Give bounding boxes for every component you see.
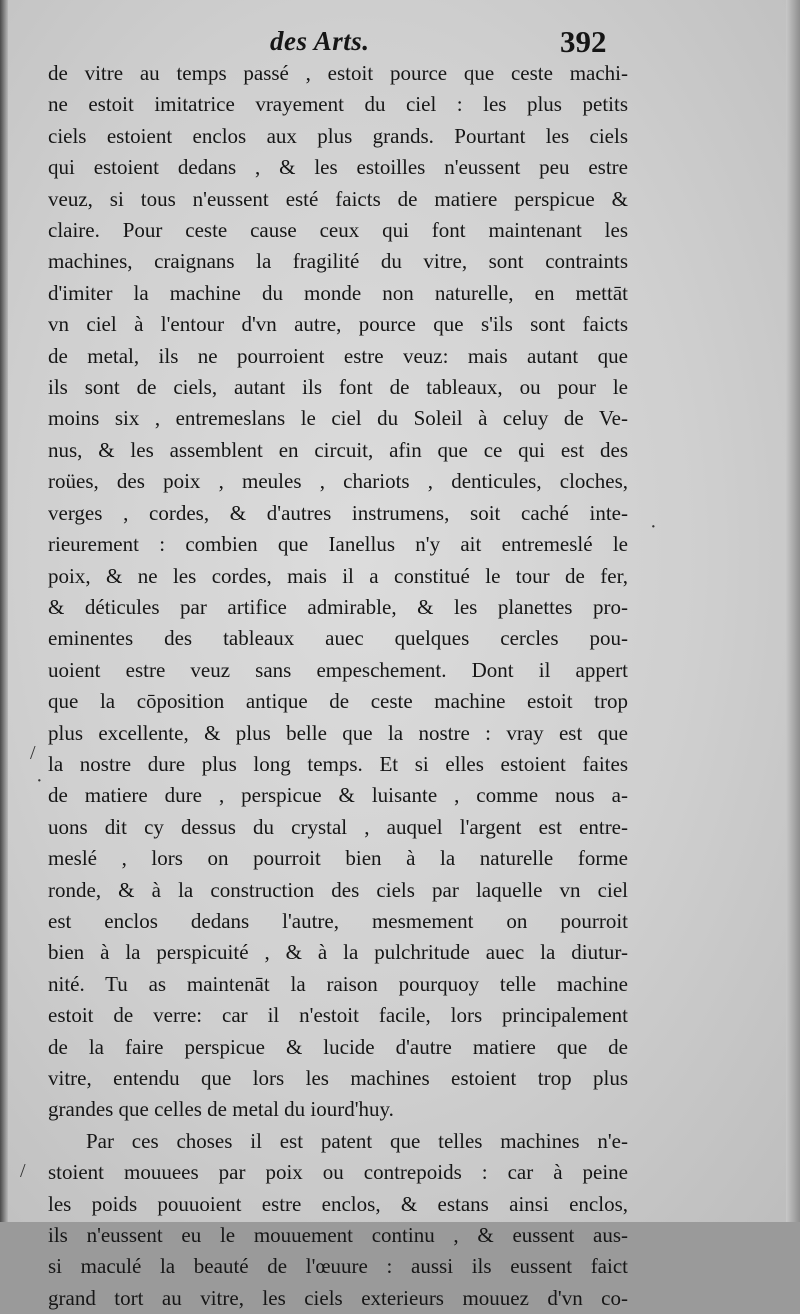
text-line: qui estoient dedans , & les estoilles n'eussent peu estre xyxy=(48,155,628,180)
text-line: vn ciel à l'entour d'vn autre, pource que s'ils sont faicts xyxy=(48,312,628,337)
margin-mark: · xyxy=(36,770,43,792)
text-line: plus excellente, & plus belle que la nostre : vray est que xyxy=(48,720,628,745)
text-line: de metal, ils ne pourroient estre veuz: mais autant que xyxy=(48,343,628,368)
text-line: veuz, si tous n'eussent esté faicts de matiere perspicue & xyxy=(48,186,628,211)
text-line: roües, des poix , meules , chariots , denticules, cloches, xyxy=(48,469,628,494)
text-line: ronde, & à la construction des ciels par laquelle vn ciel xyxy=(48,877,628,902)
text-line: les poids pouuoient estre enclos, & estans ainsi enclos, xyxy=(48,1191,628,1216)
text-line: est enclos dedans l'autre, mesmement on pourroit xyxy=(48,908,628,933)
text-line: de vitre au temps passé , estoit pource que ceste machi- xyxy=(48,61,628,85)
text-line: claire. Pour ceste cause ceux qui font maintenant les xyxy=(48,218,628,243)
text-line: Par ces choses il est patent que telles machines n'e- xyxy=(86,1128,628,1153)
text-line: que la cōposition antique de ceste machine estoit trop xyxy=(48,689,628,714)
text-line: grandes que celles de metal du iourd'huy. xyxy=(48,1097,394,1122)
margin-mark: / xyxy=(30,742,36,764)
text-line: verges , cordes, & d'autres instrumens, soit caché inte- xyxy=(48,500,628,525)
margin-mark: · xyxy=(650,516,657,538)
text-line: ciels estoient enclos aux plus grands. Pourtant les ciels xyxy=(48,123,628,148)
text-line: ils n'eussent eu le mouuement continu , & eussent aus- xyxy=(48,1223,628,1248)
text-line: meslé , lors on pourroit bien à la naturelle forme xyxy=(48,846,628,871)
text-line: poix, & ne les cordes, mais il a constitué le tour de fer, xyxy=(48,563,628,588)
body-text xyxy=(48,58,628,1314)
text-line: la nostre dure plus long temps. Et si elles estoient faites xyxy=(48,751,628,776)
text-line: nité. Tu as maintenāt la raison pourquoy telle machine xyxy=(48,971,628,996)
text-line: vitre, entendu que lors les machines estoient trop plus xyxy=(48,1066,628,1090)
text-line: ne estoit imitatrice vrayement du ciel : les plus petits xyxy=(48,92,628,117)
running-head: des Arts. xyxy=(270,26,370,56)
text-line: d'imiter la machine du monde non naturelle, en mettāt xyxy=(48,280,628,305)
text-line: eminentes des tableaux auec quelques cercles pou- xyxy=(48,626,628,651)
text-line: machines, craignans la fragilité du vitre, sont contraints xyxy=(48,249,628,274)
text-line: rieurement : combien que Ianellus n'y ait entremeslé le xyxy=(48,532,628,557)
text-line: uoient estre veuz sans empeschement. Dont il appert xyxy=(48,657,628,682)
text-line: grand tort au vitre, les ciels exterieurs mouuez d'vn co- xyxy=(48,1285,628,1310)
text-line: bien à la perspicuité , & à la pulchritude auec la diutur- xyxy=(48,940,628,965)
text-line: estoit de verre: car il n'estoit facile, lors principalement xyxy=(48,1003,628,1028)
text-line: de la faire perspicue & lucide d'autre matiere que de xyxy=(48,1034,628,1059)
text-line: ils sont de ciels, autant ils font de tableaux, ou pour le xyxy=(48,375,628,400)
text-line: uons dit cy dessus du crystal , auquel l'argent est entre- xyxy=(48,814,628,839)
text-line: si maculé la beauté de l'œuure : aussi ils eussent faict xyxy=(48,1254,628,1279)
text-line: stoient mouuees par poix ou contrepoids : car à peine xyxy=(48,1160,628,1185)
text-line: nus, & les assemblent en circuit, afin que ce qui est des xyxy=(48,437,628,462)
page-right-edge xyxy=(786,0,800,1222)
text-line: de matiere dure , perspicue & luisante , comme nous a- xyxy=(48,783,628,808)
page-left-edge xyxy=(0,0,8,1222)
page-number: 392 xyxy=(560,24,607,59)
margin-mark: / xyxy=(20,1160,26,1182)
text-line: & déticules par artifice admirable, & les planettes pro- xyxy=(48,594,628,619)
text-line: moins six , entremeslans le ciel du Soleil à celuy de Ve- xyxy=(48,406,628,431)
